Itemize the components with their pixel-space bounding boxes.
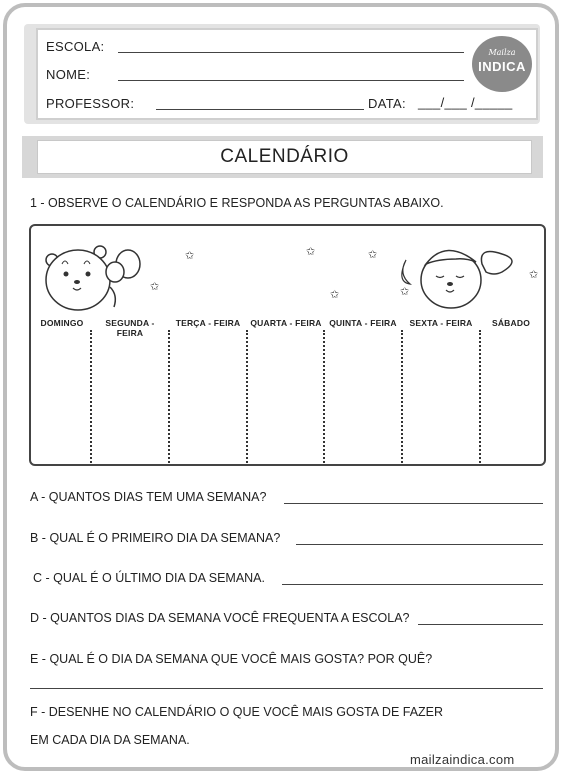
name-label: NOME: xyxy=(46,67,91,82)
teacher-line[interactable] xyxy=(156,109,364,110)
question-e: E - QUAL É O DIA DA SEMANA QUE VOCÊ MAIS GOSTA? POR QUÊ? xyxy=(30,652,433,666)
day-header-quarta: QUARTA - FEIRA xyxy=(250,318,322,328)
star-icon: ✩ xyxy=(185,250,195,262)
column-divider xyxy=(323,330,325,463)
name-line[interactable] xyxy=(118,80,464,81)
logo-bold-text: INDICA xyxy=(478,59,526,74)
day-header-terca: TERÇA - FEIRA xyxy=(175,318,241,328)
day-header-segunda: SEGUNDA - FEIRA xyxy=(105,318,155,338)
question-f-continuation: EM CADA DIA DA SEMANA. xyxy=(30,733,190,747)
sleeping-bear-illustration xyxy=(396,242,526,312)
day-header-domingo: DOMINGO xyxy=(40,318,84,328)
brand-logo xyxy=(472,36,532,92)
date-label: DATA: xyxy=(368,96,406,111)
column-divider xyxy=(90,330,92,463)
star-icon: ✩ xyxy=(330,289,340,301)
bear-with-balloons-illustration xyxy=(40,242,150,314)
column-divider xyxy=(479,330,481,463)
page-title: CALENDÁRIO xyxy=(37,140,532,174)
question-b: B - QUAL É O PRIMEIRO DIA DA SEMANA? xyxy=(30,531,281,545)
school-line[interactable] xyxy=(118,52,464,53)
instruction-text: 1 - OBSERVE O CALENDÁRIO E RESPONDA AS PERGUNTAS ABAIXO. xyxy=(30,196,444,210)
star-icon: ✩ xyxy=(150,281,160,293)
date-blanks[interactable]: ___/___ /_____ xyxy=(418,95,513,110)
question-d: D - QUANTOS DIAS DA SEMANA VOCÊ FREQUENTA A ESCOLA? xyxy=(30,611,410,625)
logo-script-text: Mailza xyxy=(488,48,516,57)
column-divider xyxy=(401,330,403,463)
day-header-quinta: QUINTA - FEIRA xyxy=(329,318,397,328)
column-divider xyxy=(168,330,170,463)
footer-website: mailzaindica.com xyxy=(410,752,515,767)
answer-line-c[interactable] xyxy=(282,584,543,585)
day-header-sexta: SEXTA - FEIRA xyxy=(409,318,473,328)
day-header-sabado: SÁBADO xyxy=(491,318,531,328)
star-icon: ✩ xyxy=(368,249,378,261)
answer-line-e[interactable] xyxy=(30,688,543,689)
star-icon: ✩ xyxy=(306,246,316,258)
question-c: C - QUAL É O ÚLTIMO DIA DA SEMANA. xyxy=(33,571,265,585)
answer-line-b[interactable] xyxy=(296,544,543,545)
question-f: F - DESENHE NO CALENDÁRIO O QUE VOCÊ MAIS GOSTA DE FAZER xyxy=(30,705,444,719)
column-divider xyxy=(246,330,248,463)
teacher-label: PROFESSOR: xyxy=(46,96,135,111)
star-icon: ✩ xyxy=(400,286,410,298)
answer-line-a[interactable] xyxy=(284,503,543,504)
question-a: A - QUANTOS DIAS TEM UMA SEMANA? xyxy=(30,490,267,504)
answer-line-d[interactable] xyxy=(418,624,543,625)
school-label: ESCOLA: xyxy=(46,39,105,54)
star-icon: ✩ xyxy=(529,269,539,281)
